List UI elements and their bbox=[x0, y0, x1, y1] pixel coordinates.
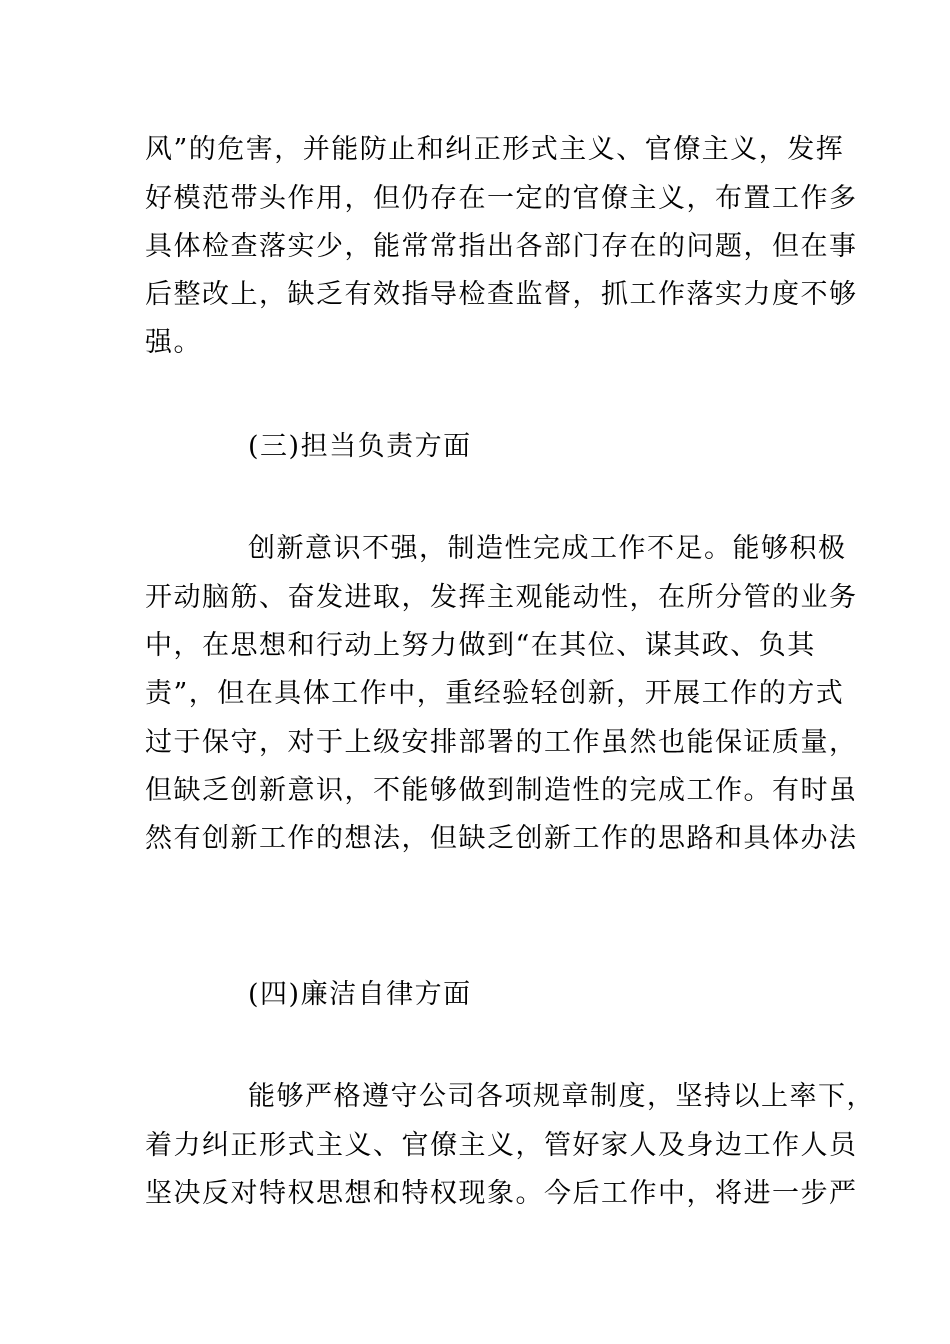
paragraph-line: 风”的危害，并能防止和纠正形式主义、官僚主义，发挥 bbox=[145, 134, 845, 165]
paragraph-line: 责”，但在具体工作中，重经验轻创新，开展工作的方式 bbox=[145, 678, 845, 709]
paragraph-line: 然有创新工作的想法，但缺乏创新工作的思路和具体办法 bbox=[145, 823, 858, 854]
section-heading-4: (四)廉洁自律方面 bbox=[248, 979, 472, 1010]
paragraph-line: 但缺乏创新意识，不能够做到制造性的完成工作。有时虽 bbox=[145, 775, 858, 806]
paragraph-line: 中，在思想和行动上努力做到“在其位、谋其政、负其 bbox=[145, 630, 816, 661]
paragraph-line: 后整改上，缺乏有效指导检查监督，抓工作落实力度不够 bbox=[145, 279, 858, 310]
section-heading-3: (三)担当负责方面 bbox=[248, 431, 472, 462]
paragraph-line: 强。 bbox=[145, 327, 202, 358]
paragraph-line: 过于保守，对于上级安排部署的工作虽然也能保证质量， bbox=[145, 727, 858, 758]
paragraph-line: 创新意识不强，制造性完成工作不足。能够积极 bbox=[248, 533, 847, 564]
paragraph-line: 开动脑筋、奋发进取，发挥主观能动性，在所分管的业务 bbox=[145, 582, 858, 613]
paragraph-line: 具体检查落实少，能常常指出各部门存在的问题，但在事 bbox=[145, 231, 858, 262]
paragraph-line: 能够严格遵守公司各项规章制度，坚持以上率下， bbox=[248, 1081, 875, 1112]
paragraph-line: 着力纠正形式主义、官僚主义，管好家人及身边工作人员 bbox=[145, 1130, 858, 1161]
paragraph-line: 坚决反对特权思想和特权现象。今后工作中，将进一步严 bbox=[145, 1178, 858, 1209]
paragraph-line: 好模范带头作用，但仍存在一定的官僚主义，布置工作多 bbox=[145, 183, 858, 214]
